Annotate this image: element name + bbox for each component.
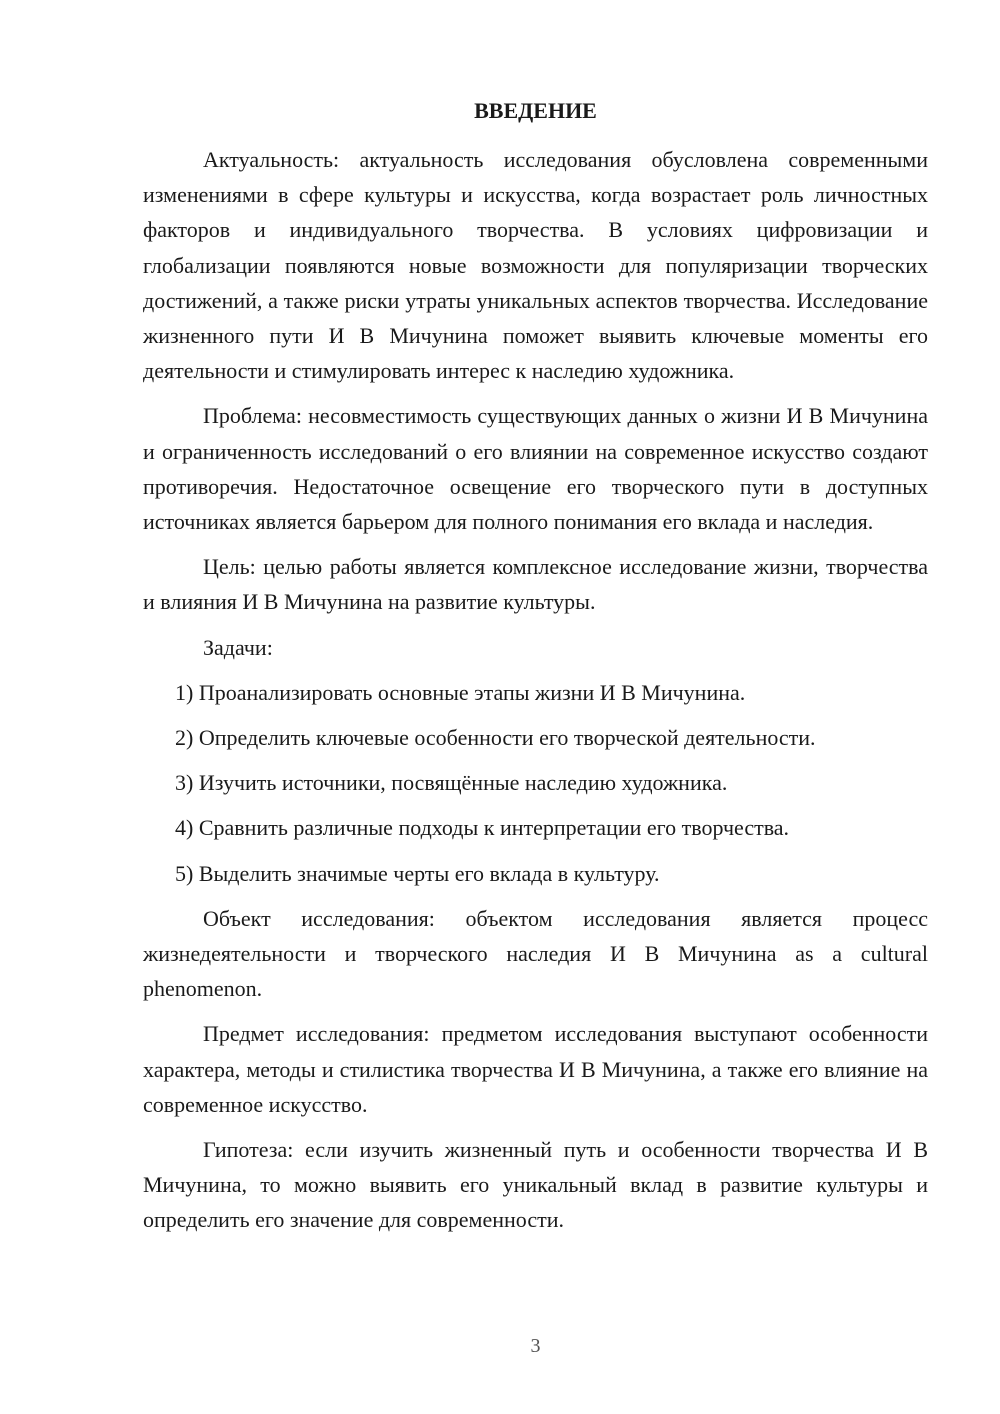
page-title: ВВЕДЕНИЕ [474, 98, 597, 123]
document-body [143, 142, 928, 1238]
object-paragraph: Объект исследования: объектом исследования является процесс жизнедеятельности и творческого наследия И В Мичунина as a cultural phenomenon. [143, 905, 928, 1002]
document-page [143, 0, 928, 1414]
tasks-heading: Задачи: [203, 634, 273, 660]
hypothesis-paragraph: Гипотеза: если изучить жизненный путь и особенности творчества И В Мичунина, то можно выявить его уникальный вклад в развитие культуры и определить его значение для современности. [143, 1137, 928, 1233]
task-item: 2) Определить ключевые особенности его творческой деятельности. [175, 725, 816, 751]
subject-paragraph: Предмет исследования: предметом исследования выступают особенности характера, методы и стилистика творчества И В Мичунина, а также его влияние на современное искусство. [143, 1021, 928, 1117]
page-number: 3 [530, 1335, 541, 1357]
task-item: 1) Проанализировать основные этапы жизни И В Мичунина. [175, 679, 746, 705]
task-item: 4) Сравнить различные подходы к интерпретации его творчества. [175, 815, 790, 841]
task-item: 3) Изучить источники, посвящённые наследию художника. [175, 770, 728, 796]
task-item: 5) Выделить значимые черты его вклада в культуру. [175, 860, 660, 886]
relevance-paragraph: Актуальность: актуальность исследования обусловлена современными изменениями в сфере культуры и искусства, когда возрастает роль личностных факторов и индивидуального творчества. В условиях цифровизации и глобализации появляются новые возможности для популяризации творческих достижений, а также риски утраты уникальных аспектов творчества. Исследование жизненного пути И В Мичунина поможет выявить ключевые моменты его деятельности и стимулировать интерес к наследию художника. [143, 147, 928, 384]
goal-paragraph: Цель: целью работы является комплексное исследование жизни, творчества и влияния И В Мичунина на развитие культуры. [143, 554, 928, 615]
problem-paragraph: Проблема: несовместимость существующих данных о жизни И В Мичунина и ограниченность исследований о его влиянии на современное искусство создают противоречия. Недостаточное освещение его творческого пути в доступных источниках является барьером для полного понимания его вклада и наследия. [143, 403, 928, 535]
